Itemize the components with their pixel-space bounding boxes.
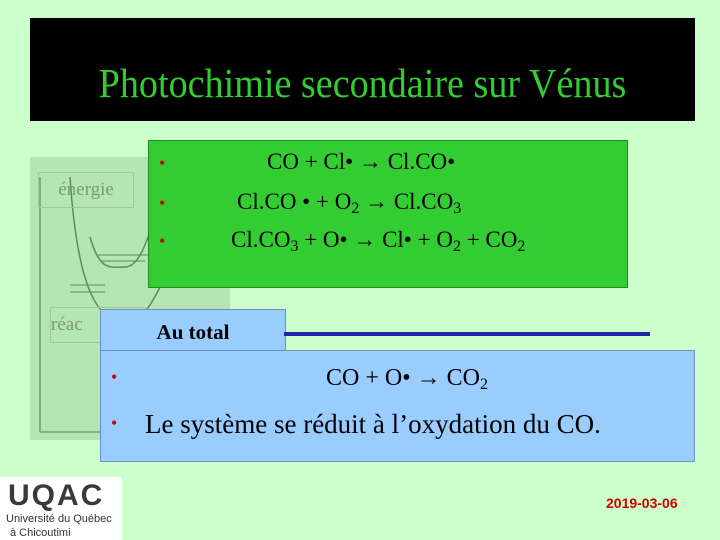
arrow-icon: →	[353, 227, 377, 252]
total-label: Au total	[156, 320, 230, 344]
uqac-logo	[0, 477, 122, 540]
equation-text: + O•	[298, 227, 354, 252]
logo-subtitle-1: Université du Québec	[6, 513, 112, 525]
bullet: •	[159, 153, 166, 173]
equation-text: + CO	[460, 227, 518, 252]
equation-text: CO + Cl•	[267, 149, 359, 174]
energy-label: énergie	[38, 172, 134, 208]
arrow-icon: →	[365, 189, 389, 214]
equation-text: CO	[440, 365, 480, 391]
subscript: 3	[290, 238, 299, 255]
equations-panel	[148, 140, 628, 288]
equation-text: Cl.CO	[388, 189, 454, 214]
divider-line	[284, 332, 650, 336]
subscript: 3	[453, 200, 462, 217]
subscript: 2	[452, 238, 461, 255]
result-panel	[100, 350, 695, 462]
logo-subtitle-2: à Chicoutimi	[10, 527, 71, 539]
subscript: 2	[351, 200, 360, 217]
equation-text: Cl• + O	[376, 227, 453, 252]
equation-3	[231, 227, 525, 256]
arrow-icon: →	[358, 149, 382, 174]
arrow-icon: →	[416, 365, 441, 391]
equation-text: Cl.CO	[231, 227, 291, 252]
equation-text: CO + O•	[326, 365, 417, 391]
logo-wordmark: UQAC	[8, 479, 105, 512]
subscript: 2	[479, 376, 488, 393]
slide-date: 2019-03-06	[606, 495, 678, 511]
bullet: •	[159, 231, 166, 251]
equation-1	[267, 149, 455, 175]
subscript: 2	[517, 238, 526, 255]
total-tab	[100, 309, 286, 352]
bullet: •	[111, 367, 118, 387]
slide-title: Photochimie secondaire sur Vénus	[98, 60, 627, 106]
equation-text: Cl.CO•	[381, 149, 456, 174]
title-bar	[30, 18, 695, 121]
reaction-label: réac	[50, 307, 146, 343]
equation-text: Cl.CO • + O	[237, 189, 352, 214]
equation-2	[237, 189, 461, 218]
conclusion-text: Le système se réduit à l’oxydation du CO.	[145, 409, 601, 439]
bullet: •	[159, 193, 166, 213]
bullet: •	[111, 413, 118, 433]
total-equation	[326, 365, 488, 394]
